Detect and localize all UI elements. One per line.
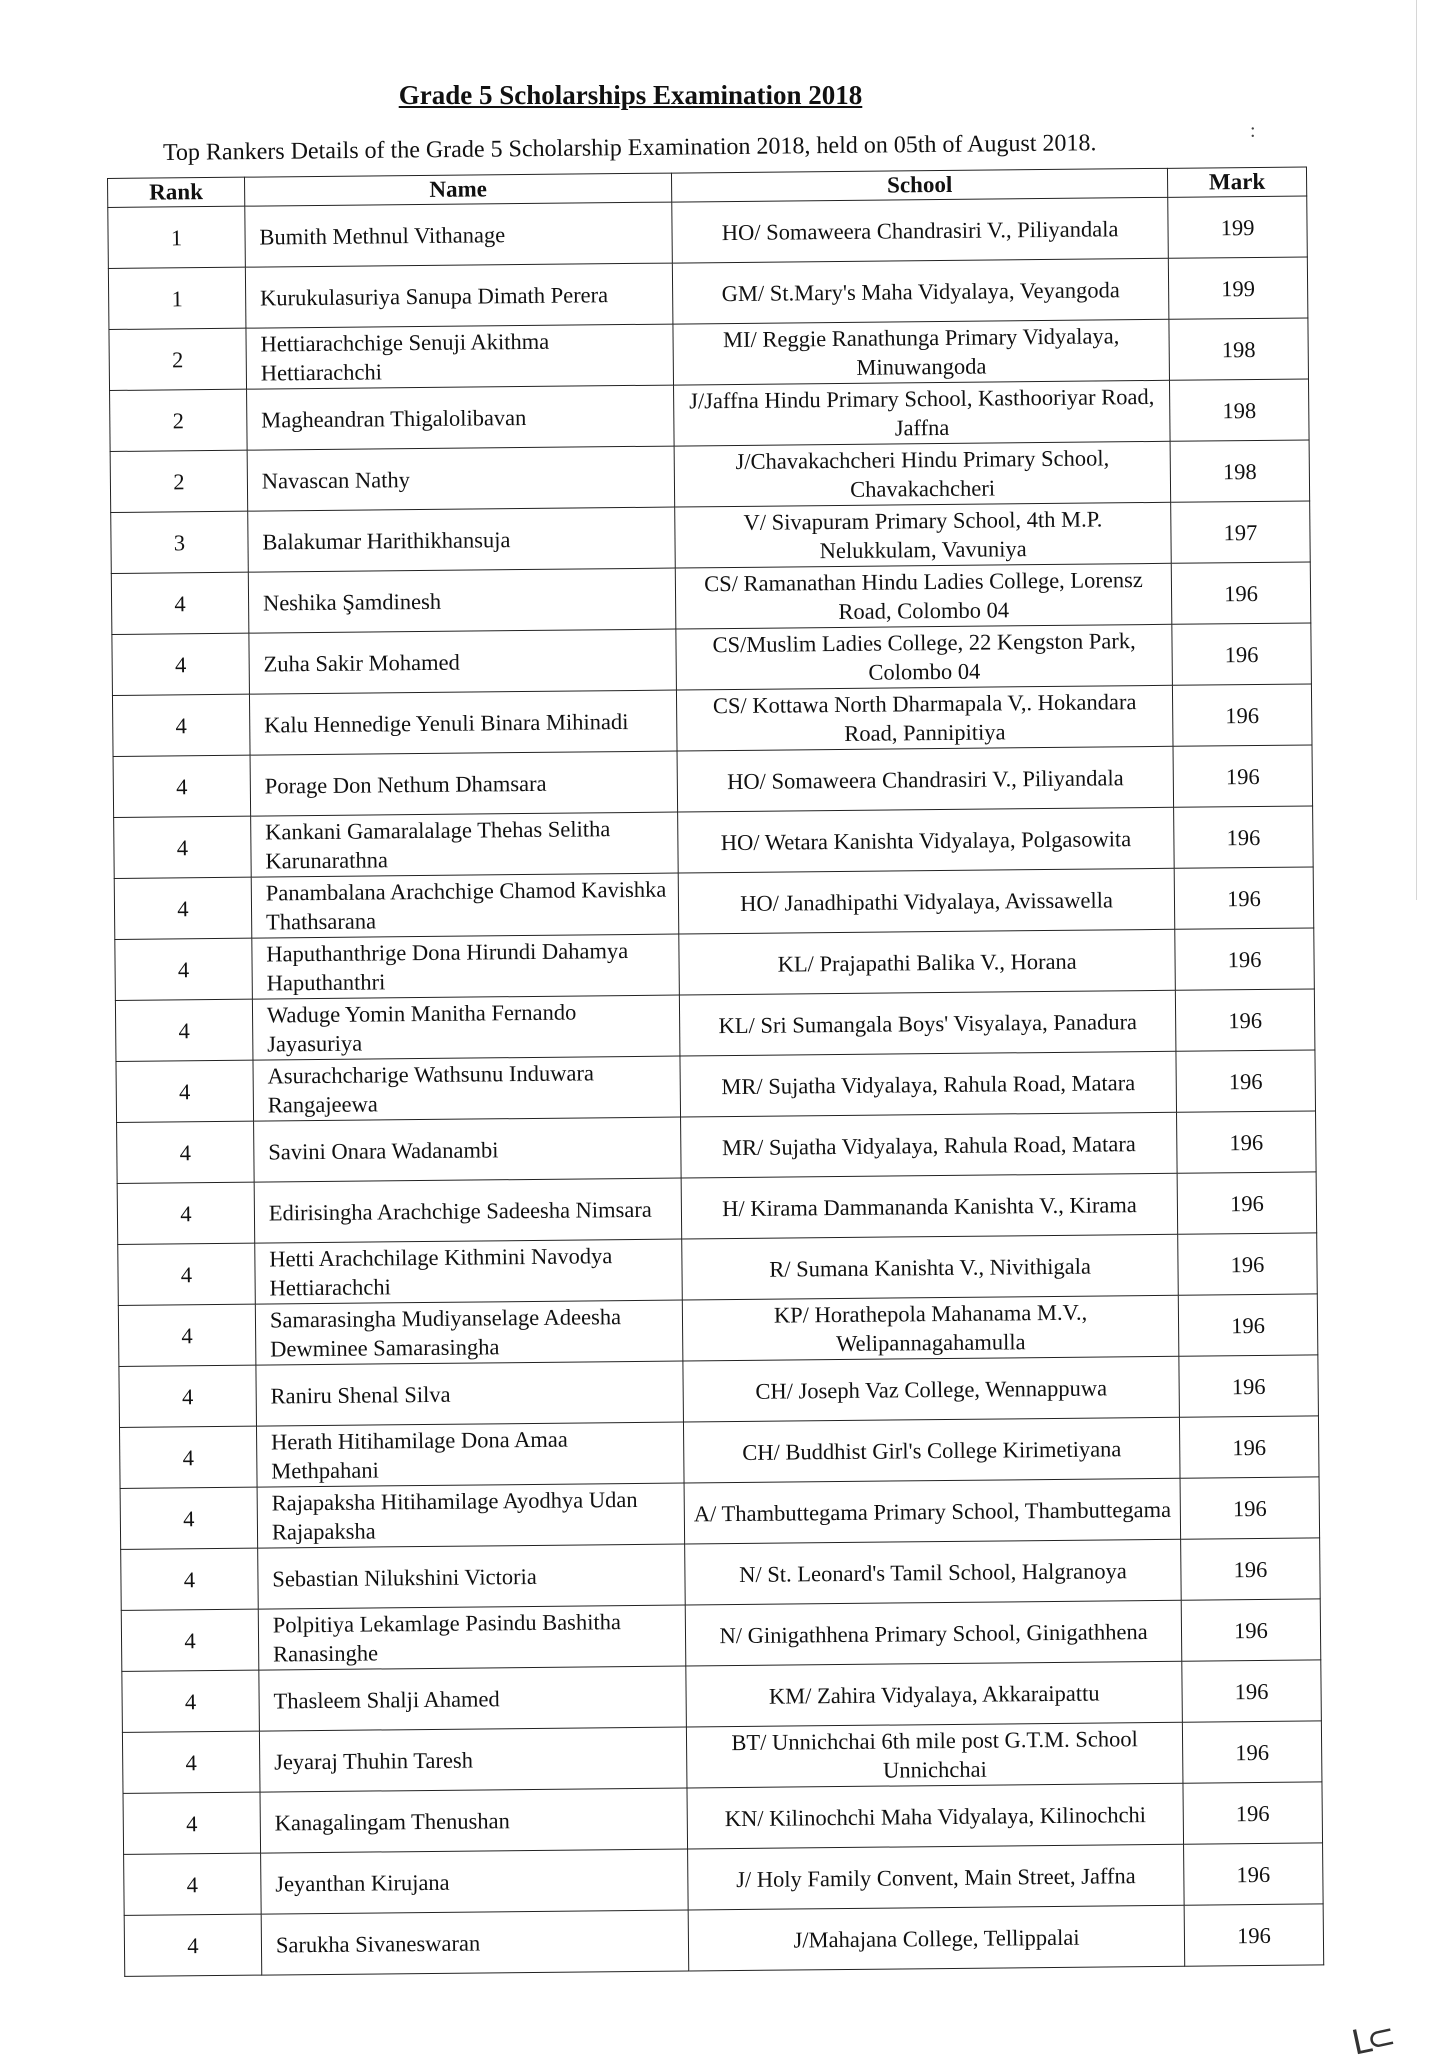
name-cell: Jeyanthan Kirujana [260, 1849, 688, 1914]
name-cell: Asurachcharige Wathsunu Induwara Rangajeewa [253, 1056, 681, 1121]
name-cell: Kurukulasuriya Sanupa Dimath Perera [245, 263, 673, 328]
table-row [120, 1477, 1320, 1550]
table-row [124, 1843, 1324, 1916]
table-row [113, 745, 1313, 818]
mark-cell: 196 [1172, 623, 1312, 685]
table-row [118, 1233, 1318, 1306]
school-cell: N/ Ginigathhena Primary School, Ginigathhena [685, 1600, 1181, 1666]
school-cell: CS/Muslim Ladies College, 22 Kengston Park, Colombo 04 [676, 624, 1172, 690]
table-body [108, 196, 1324, 1976]
rank-cell: 2 [110, 450, 247, 512]
school-cell: CH/ Joseph Vaz College, Wennappuwa [683, 1356, 1179, 1422]
school-cell: J/Mahajana College, Tellippalai [688, 1905, 1184, 1971]
table-row [117, 1111, 1317, 1184]
table-row [117, 1172, 1317, 1245]
rank-cell: 4 [112, 633, 249, 695]
name-cell: Navascan Nathy [247, 446, 675, 511]
table-row [114, 806, 1314, 879]
name-cell: Zuha Sakir Mohamed [249, 629, 677, 694]
table-row [108, 257, 1308, 330]
mark-cell: 196 [1181, 1599, 1321, 1661]
table-row [122, 1721, 1322, 1794]
table-row [124, 1904, 1324, 1977]
name-cell: Samarasingha Mudiyanselage Adeesha Dewminee Samarasingha [255, 1300, 683, 1365]
name-cell: Hetti Arachchilage Kithmini Navodya Hettiarachchi [255, 1239, 683, 1304]
mark-cell: 196 [1173, 745, 1313, 807]
rank-cell: 4 [123, 1792, 260, 1854]
name-cell: Kalu Hennedige Yenuli Binara Mihinadi [249, 690, 677, 755]
table-row [121, 1599, 1321, 1672]
name-cell: Polpitiya Lekamlage Pasindu Bashitha Ranasinghe [258, 1605, 686, 1670]
rank-cell: 3 [111, 511, 248, 573]
name-cell: Bumith Methnul Vithanage [245, 202, 673, 267]
table-row [123, 1782, 1323, 1855]
school-cell: CS/ Ramanathan Hindu Ladies College, Lorensz Road, Colombo 04 [675, 563, 1171, 629]
name-cell: Hettiarachchige Senuji Akithma Hettiarachchi [246, 324, 674, 389]
rank-cell: 4 [119, 1365, 256, 1427]
scan-edge-line [1416, 0, 1417, 900]
school-cell: BT/ Unnichchai 6th mile post G.T.M. School Unnichchai [687, 1722, 1183, 1788]
rank-cell: 4 [115, 938, 252, 1000]
table-row [111, 562, 1311, 635]
document-title: Grade 5 Scholarships Examination 2018 [398, 80, 863, 110]
mark-cell: 196 [1182, 1660, 1322, 1722]
rank-cell: 4 [113, 755, 250, 817]
name-cell: Porage Don Nethum Dhamsara [250, 751, 678, 816]
mark-cell: 196 [1184, 1843, 1324, 1905]
rank-cell: 2 [109, 328, 246, 390]
header-rank: Rank [108, 177, 245, 207]
mark-cell: 196 [1175, 928, 1315, 990]
rank-cell: 4 [114, 816, 251, 878]
header-mark: Mark [1167, 167, 1306, 197]
school-cell: KN/ Kilinochchi Maha Vidyalaya, Kilinochchi [687, 1783, 1183, 1849]
header-name: Name [244, 173, 672, 206]
table-row [109, 318, 1309, 391]
mark-cell: 196 [1177, 1172, 1317, 1234]
rank-cell: 1 [108, 206, 245, 268]
table-row [114, 867, 1314, 940]
rank-cell: 4 [122, 1670, 259, 1732]
name-cell: Waduge Yomin Manitha Fernando Jayasuriya [252, 995, 680, 1060]
mark-cell: 196 [1178, 1233, 1318, 1295]
name-cell: Balakumar Harithikhansuja [248, 507, 676, 572]
school-cell: HO/ Somaweera Chandrasiri V., Piliyandala [677, 746, 1173, 812]
mark-cell: 196 [1183, 1782, 1323, 1844]
school-cell: KL/ Prajapathi Balika V., Horana [679, 929, 1175, 995]
table-row [121, 1538, 1321, 1611]
school-cell: KM/ Zahira Vidyalaya, Akkaraipattu [686, 1661, 1182, 1727]
table-row [119, 1416, 1319, 1489]
rank-cell: 4 [124, 1853, 261, 1915]
mark-cell: 199 [1168, 196, 1308, 258]
table-row [116, 1050, 1316, 1123]
rank-cell: 4 [111, 572, 248, 634]
table-row [119, 1355, 1319, 1428]
mark-cell: 196 [1175, 989, 1315, 1051]
handwritten-initials: ᒪ⊂ [1348, 2016, 1396, 2064]
table-row [115, 928, 1315, 1001]
rank-cell: 4 [119, 1426, 256, 1488]
school-cell: CS/ Kottawa North Dharmapala V,. Hokandara Road, Pannipitiya [677, 685, 1173, 751]
name-cell: Sarukha Sivaneswaran [261, 1910, 689, 1975]
mark-cell: 196 [1172, 684, 1312, 746]
name-cell: Edirisingha Arachchige Sadeesha Nimsara [254, 1178, 682, 1243]
rank-cell: 4 [118, 1243, 255, 1305]
rank-cell: 4 [117, 1121, 254, 1183]
rankers-table [107, 166, 1324, 1976]
school-cell: HO/ Somaweera Chandrasiri V., Piliyandala [672, 197, 1168, 263]
school-cell: J/Chavakachcheri Hindu Primary School, Chavakachcheri [674, 441, 1170, 507]
name-cell: Thasleem Shalji Ahamed [259, 1666, 687, 1731]
document-subtitle: Top Rankers Details of the Grade 5 Scholarship Examination 2018, held on 05th of August 2018. [162, 130, 1097, 166]
table-row [110, 379, 1310, 452]
school-cell: HO/ Wetara Kanishta Vidyalaya, Polgasowita [678, 807, 1174, 873]
school-cell: HO/ Janadhipathi Vidyalaya, Avissawella [678, 868, 1174, 934]
mark-cell: 196 [1181, 1538, 1321, 1600]
header-school: School [672, 168, 1168, 202]
school-cell: GM/ St.Mary's Maha Vidyalaya, Veyangoda [673, 258, 1169, 324]
table-row [115, 989, 1315, 1062]
mark-cell: 196 [1174, 867, 1314, 929]
name-cell: Haputhanthrige Dona Hirundi Dahamya Haputhanthri [252, 934, 680, 999]
rank-cell: 2 [110, 389, 247, 451]
rank-cell: 4 [120, 1487, 257, 1549]
rank-cell: 4 [121, 1609, 258, 1671]
mark-cell: 196 [1182, 1721, 1322, 1783]
rank-cell: 4 [114, 877, 251, 939]
school-cell: KL/ Sri Sumangala Boys' Visyalaya, Panadura [680, 990, 1176, 1056]
mark-cell: 197 [1171, 501, 1311, 563]
name-cell: Raniru Shenal Silva [256, 1361, 684, 1426]
table-row [111, 501, 1311, 574]
school-cell: H/ Kirama Dammananda Kanishta V., Kirama [681, 1173, 1177, 1239]
mark-cell: 198 [1169, 318, 1309, 380]
name-cell: Magheandran Thigalolibavan [246, 385, 674, 450]
mark-cell: 196 [1174, 806, 1314, 868]
mark-cell: 196 [1177, 1111, 1317, 1173]
school-cell: MI/ Reggie Ranathunga Primary Vidyalaya, Minuwangoda [673, 319, 1169, 385]
rank-cell: 4 [115, 999, 252, 1061]
school-cell: A/ Thambuttegama Primary School, Thambuttegama [684, 1478, 1180, 1544]
rank-cell: 4 [112, 694, 249, 756]
table-row [118, 1294, 1318, 1367]
mark-cell: 196 [1179, 1416, 1319, 1478]
school-cell: KP/ Horathepola Mahanama M.V., Welipannagahamulla [683, 1295, 1179, 1361]
name-cell: Herath Hitihamilage Dona Amaa Methpahani [256, 1422, 684, 1487]
name-cell: Kanagalingam Thenushan [260, 1788, 688, 1853]
name-cell: Panambalana Arachchige Chamod Kavishka Thathsarana [251, 873, 679, 938]
scan-mark: : [1250, 120, 1256, 142]
table-row [112, 623, 1312, 696]
school-cell: V/ Sivapuram Primary School, 4th M.P. Nelukkulam, Vavuniya [675, 502, 1171, 568]
name-cell: Rajapaksha Hitihamilage Ayodhya Udan Rajapaksha [257, 1483, 685, 1548]
school-cell: MR/ Sujatha Vidyalaya, Rahula Road, Matara [680, 1051, 1176, 1117]
mark-cell: 196 [1171, 562, 1311, 624]
school-cell: J/ Holy Family Convent, Main Street, Jaffna [688, 1844, 1184, 1910]
mark-cell: 196 [1184, 1904, 1324, 1966]
table-row [108, 196, 1308, 269]
rank-cell: 4 [124, 1914, 261, 1976]
mark-cell: 198 [1170, 440, 1310, 502]
rank-cell: 4 [116, 1060, 253, 1122]
mark-cell: 199 [1168, 257, 1308, 319]
name-cell: Neshika Şamdinesh [248, 568, 676, 633]
mark-cell: 196 [1176, 1050, 1316, 1112]
table-row [122, 1660, 1322, 1733]
school-cell: J/Jaffna Hindu Primary School, Kasthooriyar Road, Jaffna [674, 380, 1170, 446]
name-cell: Kankani Gamaralalage Thehas Selitha Karunarathna [251, 812, 679, 877]
name-cell: Sebastian Nilukshini Victoria [258, 1544, 686, 1609]
name-cell: Jeyaraj Thuhin Taresh [259, 1727, 687, 1792]
school-cell: R/ Sumana Kanishta V., Nivithigala [682, 1234, 1178, 1300]
rank-cell: 4 [118, 1304, 255, 1366]
rank-cell: 4 [122, 1731, 259, 1793]
school-cell: MR/ Sujatha Vidyalaya, Rahula Road, Matara [681, 1112, 1177, 1178]
mark-cell: 198 [1169, 379, 1309, 441]
table-row [112, 684, 1312, 757]
rank-cell: 1 [108, 267, 245, 329]
mark-cell: 196 [1178, 1294, 1318, 1356]
mark-cell: 196 [1179, 1355, 1319, 1417]
rank-cell: 4 [121, 1548, 258, 1610]
mark-cell: 196 [1180, 1477, 1320, 1539]
school-cell: CH/ Buddhist Girl's College Kirimetiyana [684, 1417, 1180, 1483]
table-row [110, 440, 1310, 513]
school-cell: N/ St. Leonard's Tamil School, Halgranoya [685, 1539, 1181, 1605]
rank-cell: 4 [117, 1182, 254, 1244]
name-cell: Savini Onara Wadanambi [253, 1117, 681, 1182]
